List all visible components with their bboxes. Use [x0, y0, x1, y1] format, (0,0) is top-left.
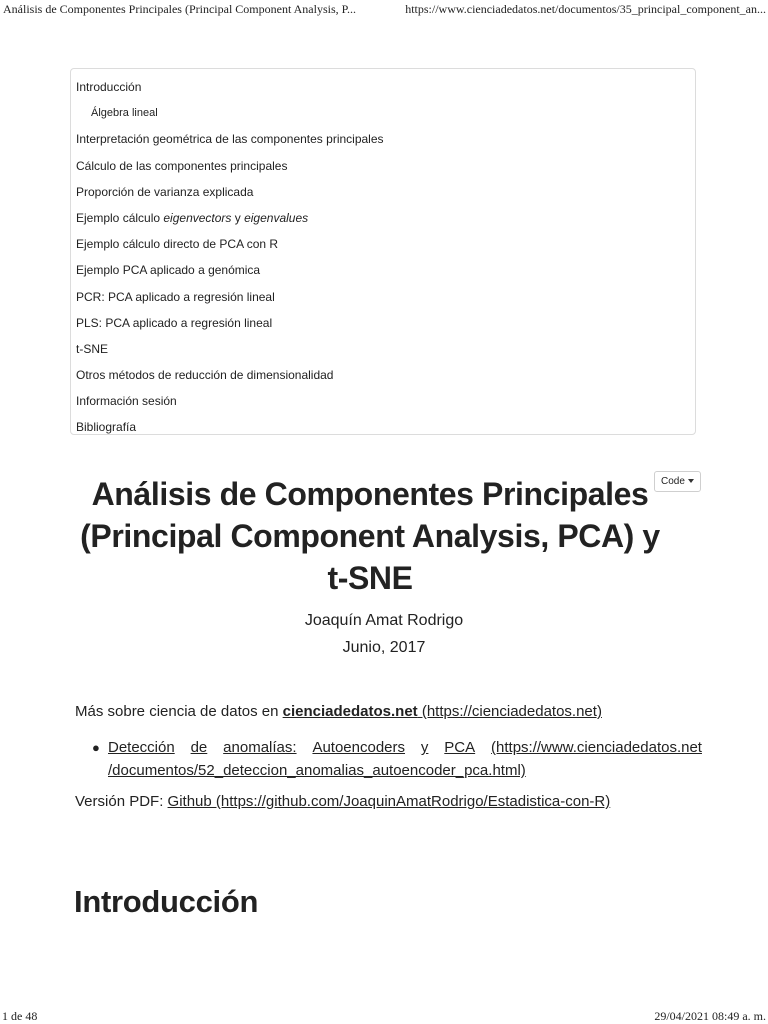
link-word: PCA [444, 739, 476, 756]
cienciadedatos-link-url: (https://cienciadedatos.net) [417, 703, 602, 720]
pdf-prefix: Versión PDF: [75, 793, 168, 810]
print-page-url: https://www.cienciadedatos.net/documentos/35_principal_component_an... [405, 2, 766, 16]
publication-date: Junio, 2017 [342, 639, 426, 656]
author: Joaquín Amat Rodrigo [304, 612, 464, 629]
page-title [60, 473, 680, 599]
toc-item-informacion-sesion[interactable]: Información sesión [76, 394, 177, 409]
table-of-contents [70, 68, 696, 435]
page-title-line: t-SNE [327, 560, 413, 596]
print-header [0, 0, 768, 20]
github-link[interactable]: Github (https://github.com/JoaquinAmatRodrigo/Estadistica-con-R) [167, 793, 611, 810]
list-item [92, 736, 702, 782]
toc-item-interpretacion[interactable]: Interpretación geométrica de las componentes principales [76, 132, 384, 147]
toc-item-bibliografia[interactable]: Bibliografía [76, 420, 137, 435]
toc-item-ejemplo-eigen-mid: y [231, 210, 245, 225]
link-word: y [420, 739, 429, 756]
page-number: 1 de 48 [2, 1009, 38, 1023]
code-dropdown-button[interactable] [654, 471, 701, 492]
cienciadedatos-link[interactable] [283, 703, 602, 720]
toc-item-pls[interactable]: PLS: PCA aplicado a regresión lineal [76, 315, 273, 330]
toc-item-ejemplo-eigen-prefix: Ejemplo cálculo [76, 210, 164, 225]
link-word: Detección [108, 739, 175, 756]
pdf-version-paragraph [75, 793, 610, 810]
anomalias-link[interactable] [108, 736, 702, 782]
more-prefix: Más sobre ciencia de datos en [75, 703, 283, 720]
toc-item-ejemplo-eigen-em1: eigenvectors [163, 210, 232, 225]
anomalias-link-line1 [108, 736, 702, 759]
page-title-line: (Principal Component Analysis, PCA) y [80, 518, 660, 554]
cienciadedatos-link-bold: cienciadedatos.net [282, 703, 418, 720]
toc-item-ejemplo-eigen[interactable] [71, 205, 695, 231]
print-datetime: 29/04/2021 08:49 a. m. [654, 1009, 766, 1023]
toc-item-otros-metodos[interactable]: Otros métodos de reducción de dimensionalidad [76, 368, 334, 383]
anomalias-link-line2 [108, 759, 702, 782]
bullet-icon: ● [92, 740, 100, 755]
link-word: Autoencoders [312, 739, 406, 756]
more-data-science-paragraph [75, 703, 602, 720]
toc-item-introduccion[interactable]: Introducción [76, 80, 142, 94]
toc-item-proporcion-varianza[interactable]: Proporción de varianza explicada [76, 184, 254, 199]
link-word: (https://www.cienciadedatos.net [491, 739, 702, 756]
link-url-continuation: /documentos/52_deteccion_anomalias_autoencoder_pca.html) [108, 762, 526, 779]
toc-item-calculo[interactable]: Cálculo de las componentes principales [76, 158, 288, 173]
toc-item-tsne[interactable]: t-SNE [76, 341, 109, 356]
link-word: de [190, 739, 208, 756]
link-word: anomalías: [223, 739, 297, 756]
print-page-title: Análisis de Componentes Principales (Principal Component Analysis, P... [3, 2, 356, 16]
section-heading-introduccion: Introducción [74, 884, 259, 919]
page-title-line: Análisis de Componentes Principales [91, 476, 649, 512]
caret-down-icon [688, 479, 694, 483]
toc-item-algebra-lineal[interactable]: Álgebra lineal [91, 107, 158, 120]
toc-item-genomica[interactable]: Ejemplo PCA aplicado a genómica [76, 263, 261, 278]
code-button-label: Code [661, 476, 685, 487]
toc-item-ejemplo-eigen-em2: eigenvalues [244, 210, 309, 225]
toc-item-pcr[interactable]: PCR: PCA aplicado a regresión lineal [76, 289, 275, 304]
toc-item-pca-con-r[interactable]: Ejemplo cálculo directo de PCA con R [76, 237, 279, 252]
